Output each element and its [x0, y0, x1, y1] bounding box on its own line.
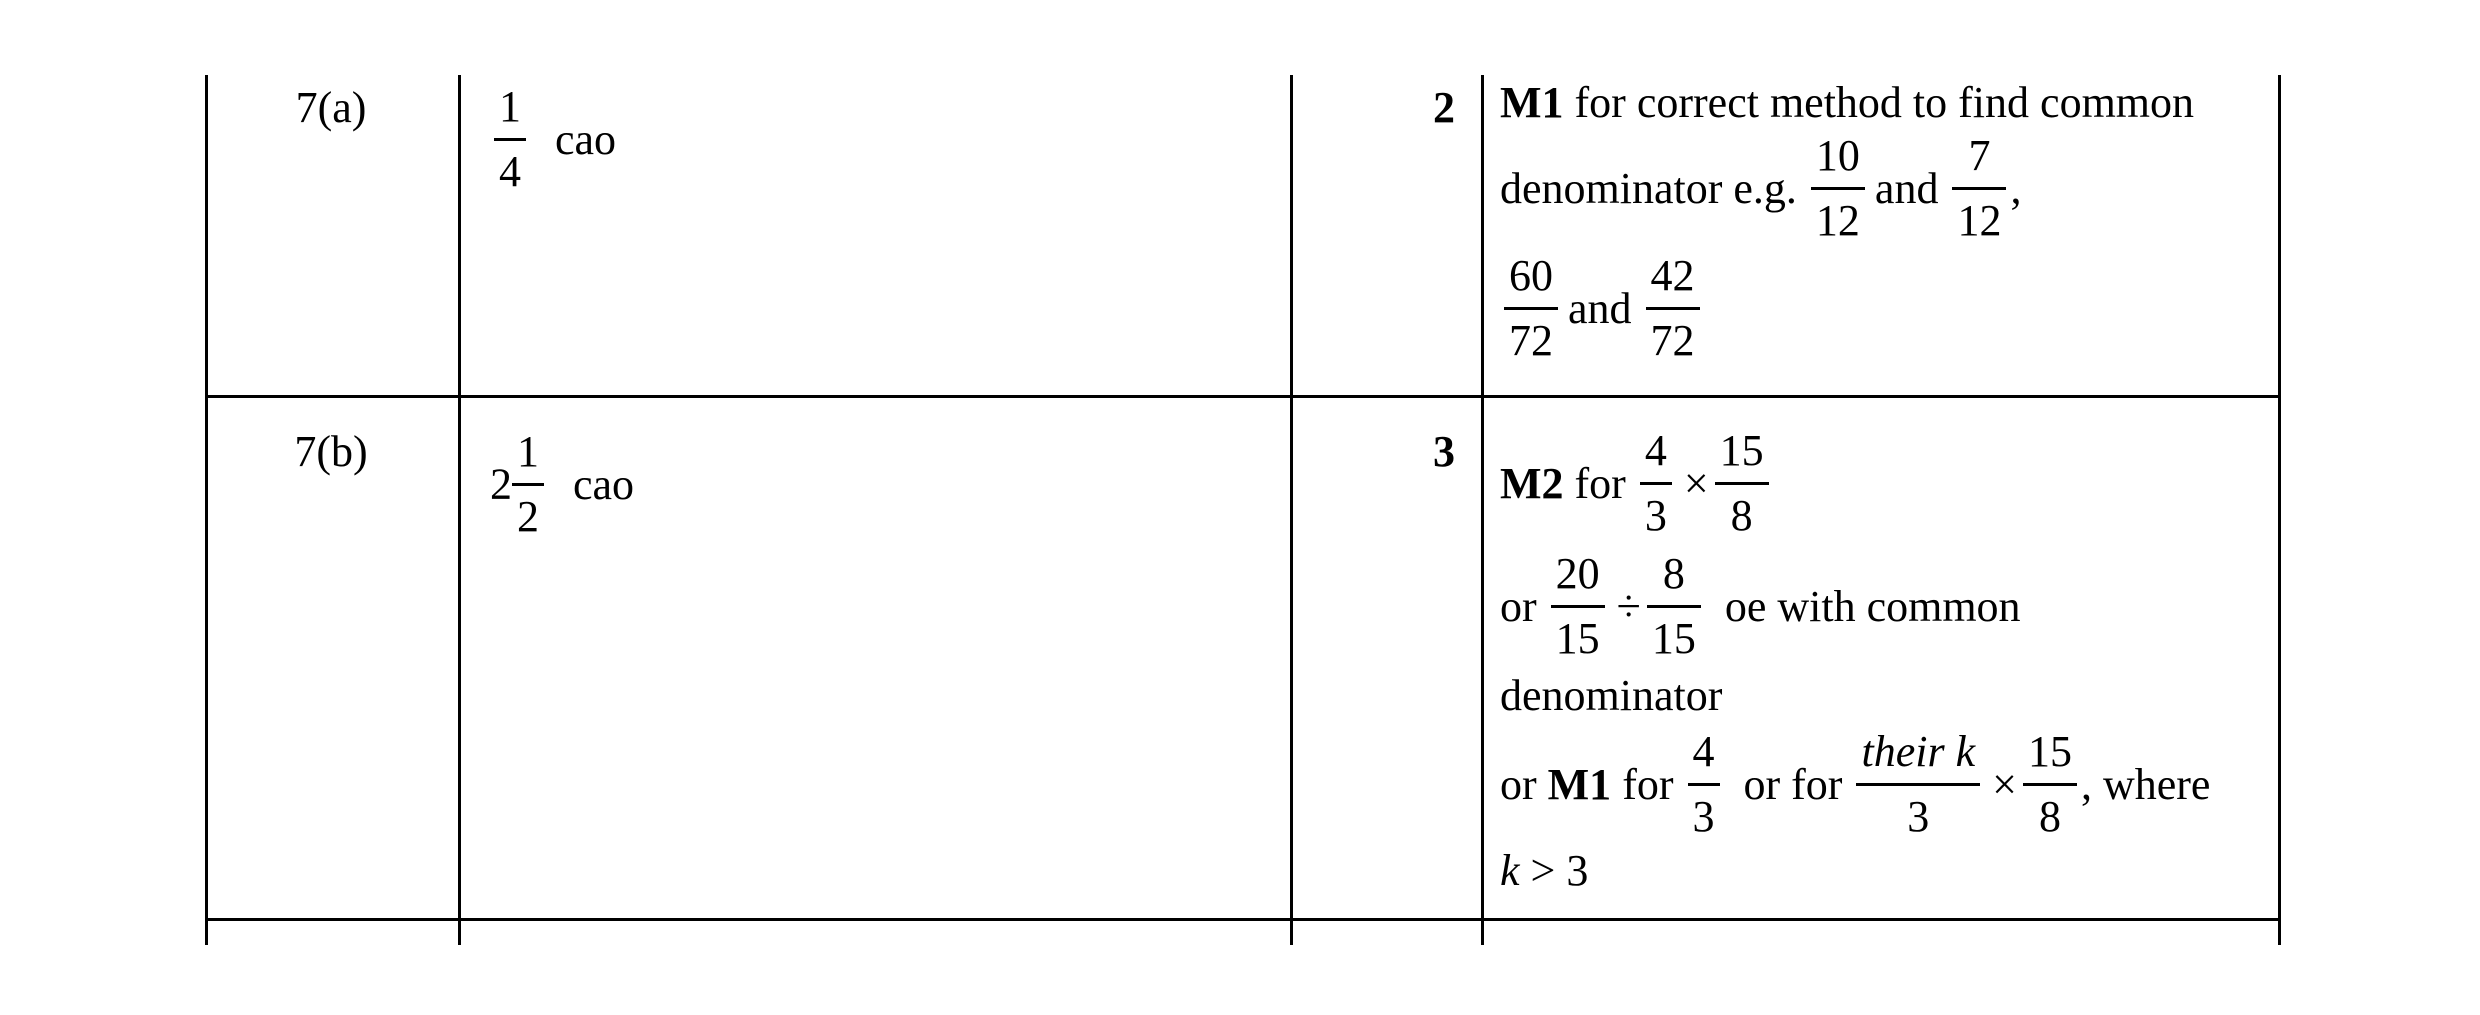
answer-whole: 2 — [490, 459, 512, 509]
times-sign: × — [1992, 759, 2017, 809]
row-divider-bottom — [205, 918, 2281, 921]
fraction: $\frac{15}{8}$ — [1715, 429, 1769, 538]
notes-line: denominator e.g. $\frac{10}{12}$ and $\frac{7}{12}$ , — [1500, 130, 2022, 245]
fraction: $\frac{\text{their k}}{3}$ — [1856, 730, 1980, 839]
answer-fraction: $\frac{1}{2}$ — [512, 430, 544, 539]
table-border-left — [205, 75, 208, 945]
fraction: $\frac{7}{12}$ — [1952, 134, 2006, 243]
fraction: $\frac{15}{8}$ — [2023, 730, 2077, 839]
question-number: 7(a) — [295, 83, 367, 132]
mark-value: 3 — [1433, 427, 1455, 476]
answer-cell — [490, 82, 617, 196]
fraction: $\frac{20}{15}$ — [1551, 552, 1605, 661]
answer-suffix: cao — [555, 114, 617, 164]
notes-line: k > 3 — [1500, 845, 1589, 895]
notes-line: M2 for $\frac{4}{3}$ × $\frac{15}{8}$ — [1500, 433, 1779, 533]
question-number: 7(b) — [294, 427, 368, 476]
notes-line: or $\frac{20}{15}$ ÷ $\frac{8}{15}$ oe with common — [1500, 548, 2021, 663]
fraction: $\frac{10}{12}$ — [1811, 134, 1865, 243]
table-border-right — [2278, 75, 2281, 945]
divide-sign: ÷ — [1616, 581, 1641, 631]
table-divider-3 — [1481, 75, 1484, 945]
notes-line: M1 for correct method to find common — [1500, 77, 2195, 127]
answer-fraction: $\frac{1}{4}$ — [494, 85, 526, 194]
notes-line: or M1 for $\frac{4}{3}$ or for $\frac{\text{their k}}{3}$ × $\frac{15}{8}$ , where — [1500, 726, 2211, 841]
answer-cell — [490, 427, 635, 541]
answer-suffix: cao — [573, 459, 635, 509]
mark-value: 2 — [1433, 83, 1455, 132]
fraction: $\frac{42}{72}$ — [1646, 254, 1700, 363]
notes-line: denominator — [1500, 670, 1723, 720]
table-divider-2 — [1290, 75, 1293, 945]
fraction: $\frac{8}{15}$ — [1647, 552, 1701, 661]
table-divider-1 — [458, 75, 461, 945]
fraction: $\frac{4}{3}$ — [1688, 730, 1720, 839]
row-divider — [205, 395, 2281, 398]
notes-line: $\frac{60}{72}$ and $\frac{42}{72}$ — [1500, 258, 1710, 358]
fraction: $\frac{4}{3}$ — [1640, 429, 1672, 538]
times-sign: × — [1683, 458, 1709, 508]
fraction: $\frac{60}{72}$ — [1504, 254, 1558, 363]
